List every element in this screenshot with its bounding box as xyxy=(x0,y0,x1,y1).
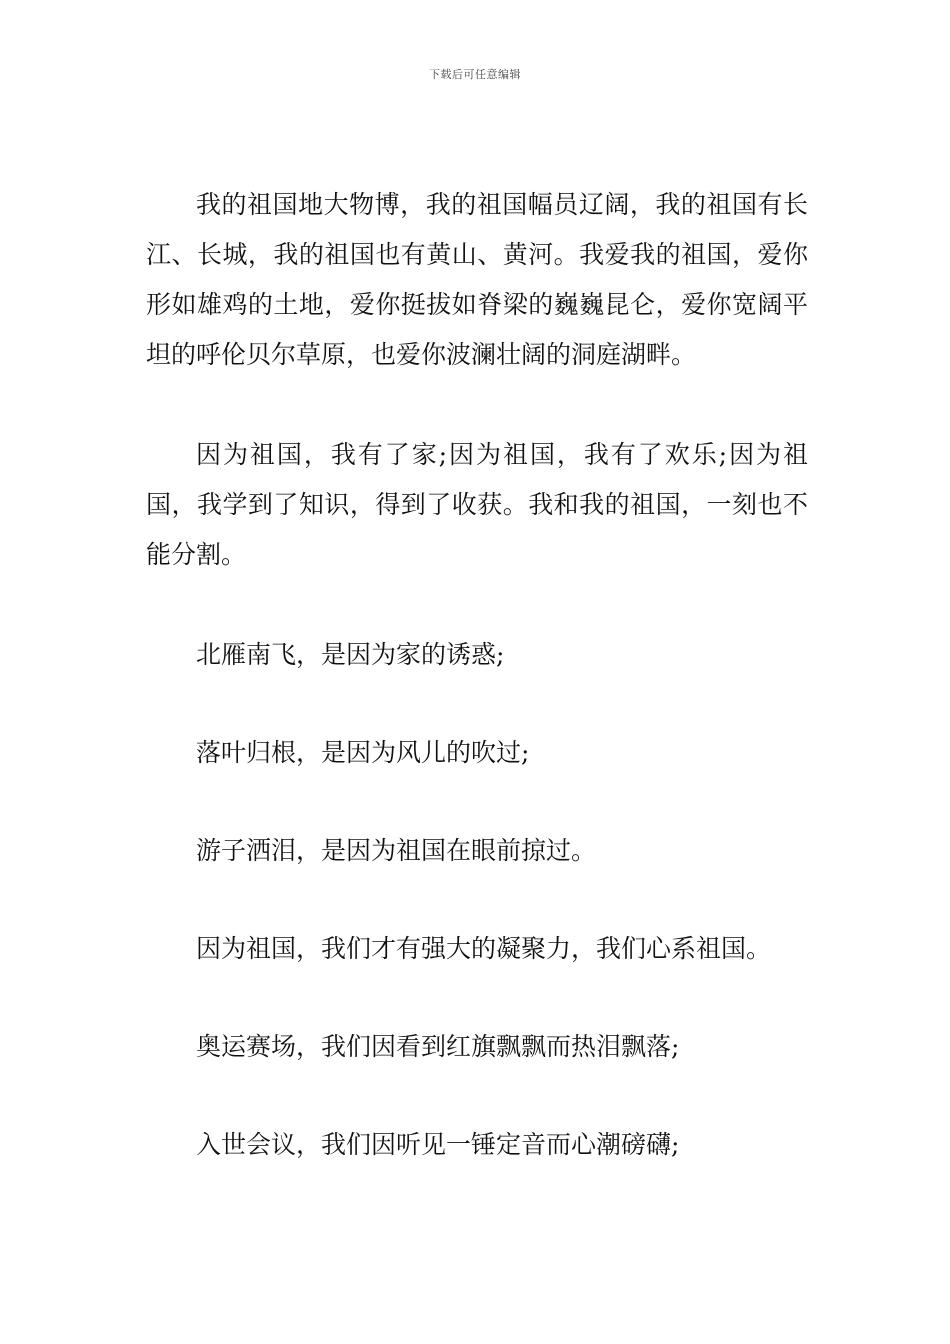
paragraph-geese-south: 北雁南飞，是因为家的诱惑; xyxy=(196,640,505,669)
paragraph-wanderer-tears: 游子洒泪，是因为祖国在眼前掠过。 xyxy=(196,836,597,865)
document-body xyxy=(146,180,808,1218)
paragraph-because-motherland: 因为祖国，我有了家;因为祖国，我有了欢乐;因为祖国，我学到了知识，得到了收获。我和我的祖国，一刻也不能分割。 xyxy=(146,440,808,569)
paragraph-motherland-vast: 我的祖国地大物博，我的祖国幅员辽阔，我的祖国有长江、长城，我的祖国也有黄山、黄河。我爱我的祖国，爱你形如雄鸡的土地，爱你挺拔如脊梁的巍巍昆仑，爱你宽阔平坦的呼伦贝尔草原，也爱你波澜壮阔的洞庭湖畔。 xyxy=(146,190,808,369)
paragraph-leaves-roots: 落叶归根，是因为风儿的吹过; xyxy=(196,738,530,767)
paragraph-wto: 入世会议，我们因听见一锤定音而心潮磅礴; xyxy=(196,1130,680,1159)
page-header: 下载后可任意编辑 xyxy=(429,68,521,81)
paragraph-cohesion: 因为祖国，我们才有强大的凝聚力，我们心系祖国。 xyxy=(196,934,772,963)
paragraph-olympics: 奥运赛场，我们因看到红旗飘飘而热泪飘落; xyxy=(196,1032,680,1061)
